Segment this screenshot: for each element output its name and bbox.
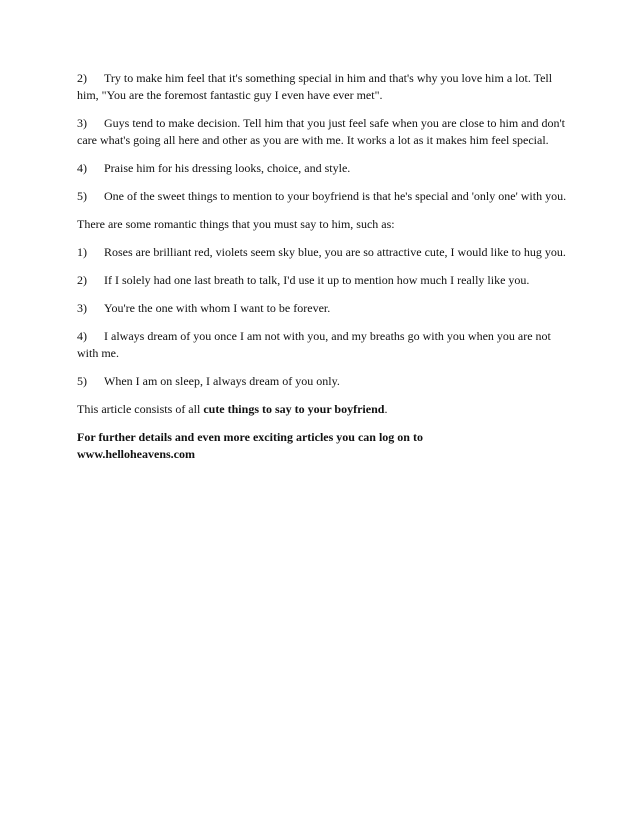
item-number: 5) [77, 374, 87, 388]
item-number: 4) [77, 329, 87, 343]
item-text: You're the one with whom I want to be forever. [104, 301, 331, 315]
list-item [77, 328, 567, 362]
list-item [77, 160, 567, 177]
list-item [77, 244, 567, 261]
list-item [77, 115, 567, 149]
item-number: 1) [77, 245, 87, 259]
list-item [77, 272, 567, 289]
list-item [77, 188, 567, 205]
item-text: Roses are brilliant red, violets seem sky blue, you are so attractive cute, I would like to hug you. [104, 245, 566, 259]
summary-prefix: This article consists of all [77, 402, 204, 416]
list-item [77, 373, 567, 390]
list-item [77, 300, 567, 317]
item-text: I always dream of you once I am not with you, and my breaths go with you when you are not with me. [77, 329, 551, 360]
footer-website: www.helloheavens.com [77, 447, 195, 461]
item-number: 2) [77, 71, 87, 85]
item-number: 2) [77, 273, 87, 287]
list-item [77, 70, 567, 104]
item-number: 3) [77, 301, 87, 315]
summary-suffix: . [384, 402, 388, 416]
item-text: Try to make him feel that it's something special in him and that's why you love him a lot. Tell him, "You are the foremost fantastic guy I even have ever met". [77, 71, 553, 102]
item-text: Guys tend to make decision. Tell him that you just feel safe when you are close to him and don't care what's going all here and other as you are with me. It works a lot as it makes him feel special. [77, 116, 565, 147]
item-text: When I am on sleep, I always dream of you only. [104, 374, 340, 388]
item-text: If I solely had one last breath to talk, I'd use it up to mention how much I really like you. [104, 273, 530, 287]
intro-paragraph: There are some romantic things that you must say to him, such as: [77, 217, 395, 231]
summary-keyword: cute things to say to your boyfriend [203, 402, 385, 416]
item-text: Praise him for his dressing looks, choice, and style. [104, 161, 351, 175]
item-number: 5) [77, 189, 87, 203]
item-number: 4) [77, 161, 87, 175]
footer-note [77, 429, 567, 463]
document-page [77, 70, 567, 474]
item-number: 3) [77, 116, 87, 130]
footer-line-1: For further details and even more exciting articles you can log on to [77, 430, 423, 444]
summary-paragraph [77, 401, 567, 418]
item-text: One of the sweet things to mention to your boyfriend is that he's special and 'only one' with you. [104, 189, 567, 203]
